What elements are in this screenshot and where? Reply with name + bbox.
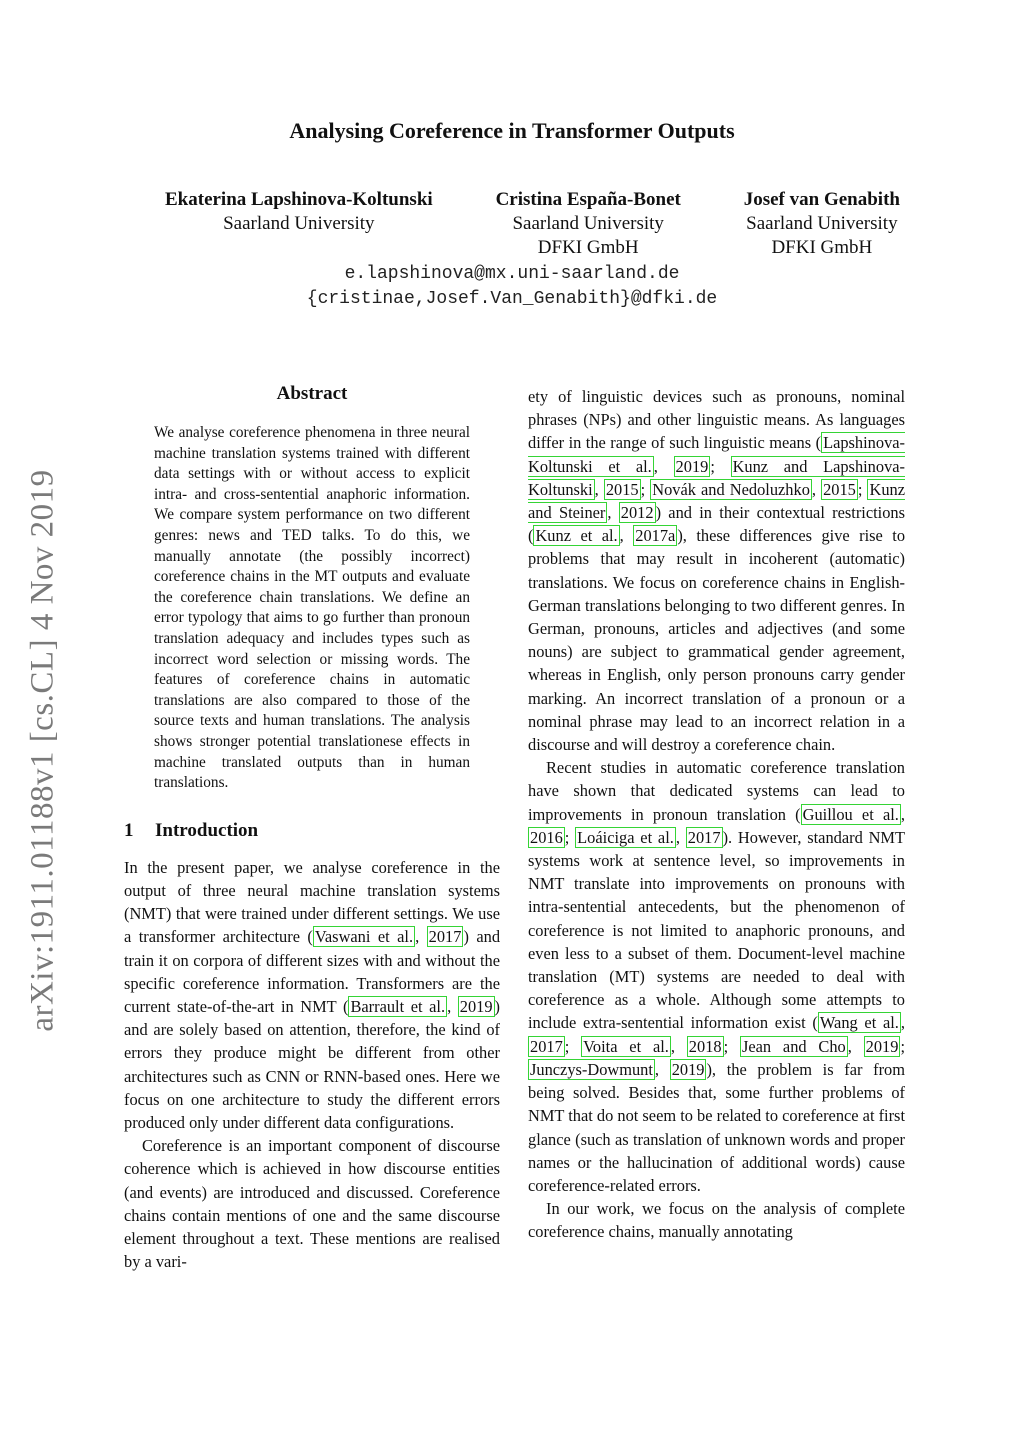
- citation-link[interactable]: 2016: [530, 827, 563, 847]
- citation-link[interactable]: Lapshinova-Koltunski et al.: [528, 433, 905, 476]
- citation-link[interactable]: 2012: [620, 503, 654, 523]
- citation-link[interactable]: 2017a: [635, 526, 676, 546]
- arxiv-identifier: arXiv:1911.01188v1 [cs.CL] 4 Nov 2019: [24, 468, 61, 1032]
- author-2: [496, 188, 681, 260]
- citation-link[interactable]: 2017: [530, 1036, 563, 1056]
- author-block: [165, 188, 900, 260]
- citation-link[interactable]: 2019: [459, 996, 493, 1016]
- section-heading: [124, 820, 500, 842]
- citation-link[interactable]: Loáiciga et al.: [577, 827, 674, 847]
- email-line[interactable]: {cristinae,Josef.Van_Genabith}@dfki.de: [306, 289, 718, 309]
- body-paragraph: In our work, we focus on the analysis of complete coreference chains, manually annotating: [528, 1199, 905, 1242]
- citation-link[interactable]: Kunz et al.: [535, 526, 618, 546]
- citation-link[interactable]: 2019: [671, 1059, 705, 1079]
- citation-link[interactable]: Vaswani et al.: [314, 927, 414, 947]
- author-name: Cristina España-Bonet: [495, 189, 681, 210]
- author-affiliation: Saarland University: [746, 213, 898, 234]
- citation-link[interactable]: 2017: [428, 927, 462, 947]
- left-column: [124, 383, 500, 1273]
- author-affiliation: DFKI GmbH: [537, 237, 639, 258]
- author-name: Josef van Genabith: [743, 189, 900, 210]
- author-affiliation: Saarland University: [223, 213, 375, 234]
- author-3: [744, 188, 900, 260]
- body-paragraph: Coreference is an important component of discourse coherence which is achieved in how discourse entities (and events) are introduced and discussed. Coreference chains contain mentions of one and the same discourse element throughout a text. These mentions are realised by a vari-: [124, 1136, 500, 1272]
- citation-link[interactable]: 2015: [605, 479, 639, 499]
- citation-link[interactable]: Wang et al.: [819, 1013, 899, 1033]
- right-column: [528, 385, 905, 1244]
- citation-link[interactable]: Kunz and Lapshinova-Koltunski: [528, 456, 906, 499]
- citation-link[interactable]: 2015: [823, 479, 856, 499]
- body-paragraph: Recent studies in automatic coreference translation have shown that dedicated systems can lead to improvements in pronoun translation ( Guillou et al. , 2016 ; Loáiciga et al. , 2017 ). However, standard NMT systems work at sentence level, so improvements in NMT translate into improvements on pronouns with intra-sentential antecedents, but the phenomenon of coreference is not limited to anaphoric pronouns, and even less to a subset of them. Document-level machine translation (MT) systems are needed to deal with coreference as a whole. Although some attempts to include extra-sentential information exist ( Wang et al. , 2017 ; Voita et al. , 2018 ; Jean and Cho , 2019 ; Junczys-Dowmunt , 2019 ), the problem is far from being solved. Besides that, some further problems of NMT that do not seem to be related to coreference at first glance (such as translation of unknown words and proper names or the hallucination of additional words) cause coreference-related errors.: [528, 758, 906, 1195]
- citation-link[interactable]: 2019: [675, 456, 709, 476]
- body-paragraph: ety of linguistic devices such as pronouns, nominal phrases (NPs) and other linguistic means. As languages differ in the range of such linguistic means ( Lapshinova-Koltunski et al. , 2019 ; Kunz and Lapshinova-Koltunski , 2015 ; Novák and Nedoluzhko , 2015 ; Kunz and Steiner , 2012 ) and in their contextual restrictions ( Kunz et al. , 2017a ), these differences give rise to problems that may result in incoherent (automatic) translations. We focus on coreference chains in English-German translations belonging to two different genres. In German, pronouns, articles and adjectives (and some nouns) are subject to grammatical gender agreement, whereas in English, only person pronouns carry gender marking. An incorrect translation of a pronoun or a nominal phrase may lead to an incorrect relation in a discourse and will destroy a coreference chain.: [528, 387, 906, 755]
- arxiv-stamp: [20, 460, 66, 1040]
- citation-link[interactable]: 2018: [688, 1036, 722, 1056]
- citation-link[interactable]: Jean and Cho: [741, 1036, 846, 1056]
- body-paragraph: In the present paper, we analyse coreference in the output of three neural machine translation systems (NMT) that were trained under different settings. We use a transformer architecture ( Vaswani et al. , 2017 ) and train it on corpora of different sizes with and without the specific coreference information. Transformers are the current state-of-the-art in NMT ( Barrault et al. , 2019 ) and are solely based on attention, therefore, the kind of errors they produce might be different from other architectures such as CNN or RNN-based ones. Here we focus on one architecture to study the different errors produced only under different data configurations.: [124, 857, 501, 1132]
- author-1: [165, 188, 433, 260]
- author-name: Ekaterina Lapshinova-Koltunski: [165, 189, 433, 210]
- abstract-text: We analyse coreference phenomena in three neural machine translation systems trained with different data settings with or without access to explicit intra- and cross-sentential anaphoric information. We compare system performance on two different genres: news and TED talks. To do this, we manually annotate (the possibly incorrect) coreference chains in the MT outputs and evaluate the coreference chain translations. We define an error typology that aims to go further than pronoun translation adequacy and includes types such as incorrect word selection or missing words. The features of coreference chains in automatic translations are also compared to those of the source texts and human translations. The analysis shows stronger potential translationese effects in machine translated outputs than in human translations.: [154, 424, 470, 792]
- citation-link[interactable]: Junczys-Dowmunt: [530, 1059, 653, 1079]
- citation-link[interactable]: Voita et al.: [583, 1036, 669, 1056]
- email-block: [0, 262, 1024, 312]
- author-affiliation: Saarland University: [512, 213, 664, 234]
- email-line[interactable]: e.lapshinova@mx.uni-saarland.de: [344, 264, 680, 284]
- citation-link[interactable]: Guillou et al.: [802, 804, 899, 824]
- citation-link[interactable]: Novák and Nedoluzhko: [652, 479, 810, 499]
- abstract-heading: Abstract: [276, 383, 348, 404]
- section-title: Introduction: [155, 819, 259, 841]
- citation-link[interactable]: Barrault et al.: [350, 996, 446, 1016]
- citation-link[interactable]: Kunz and Steiner: [528, 479, 905, 523]
- citation-link[interactable]: 2019: [865, 1036, 899, 1056]
- section-number: 1: [124, 819, 134, 841]
- author-affiliation: DFKI GmbH: [771, 237, 873, 258]
- paper-title: Analysing Coreference in Transformer Outputs: [289, 118, 735, 143]
- citation-link[interactable]: 2017: [687, 827, 721, 847]
